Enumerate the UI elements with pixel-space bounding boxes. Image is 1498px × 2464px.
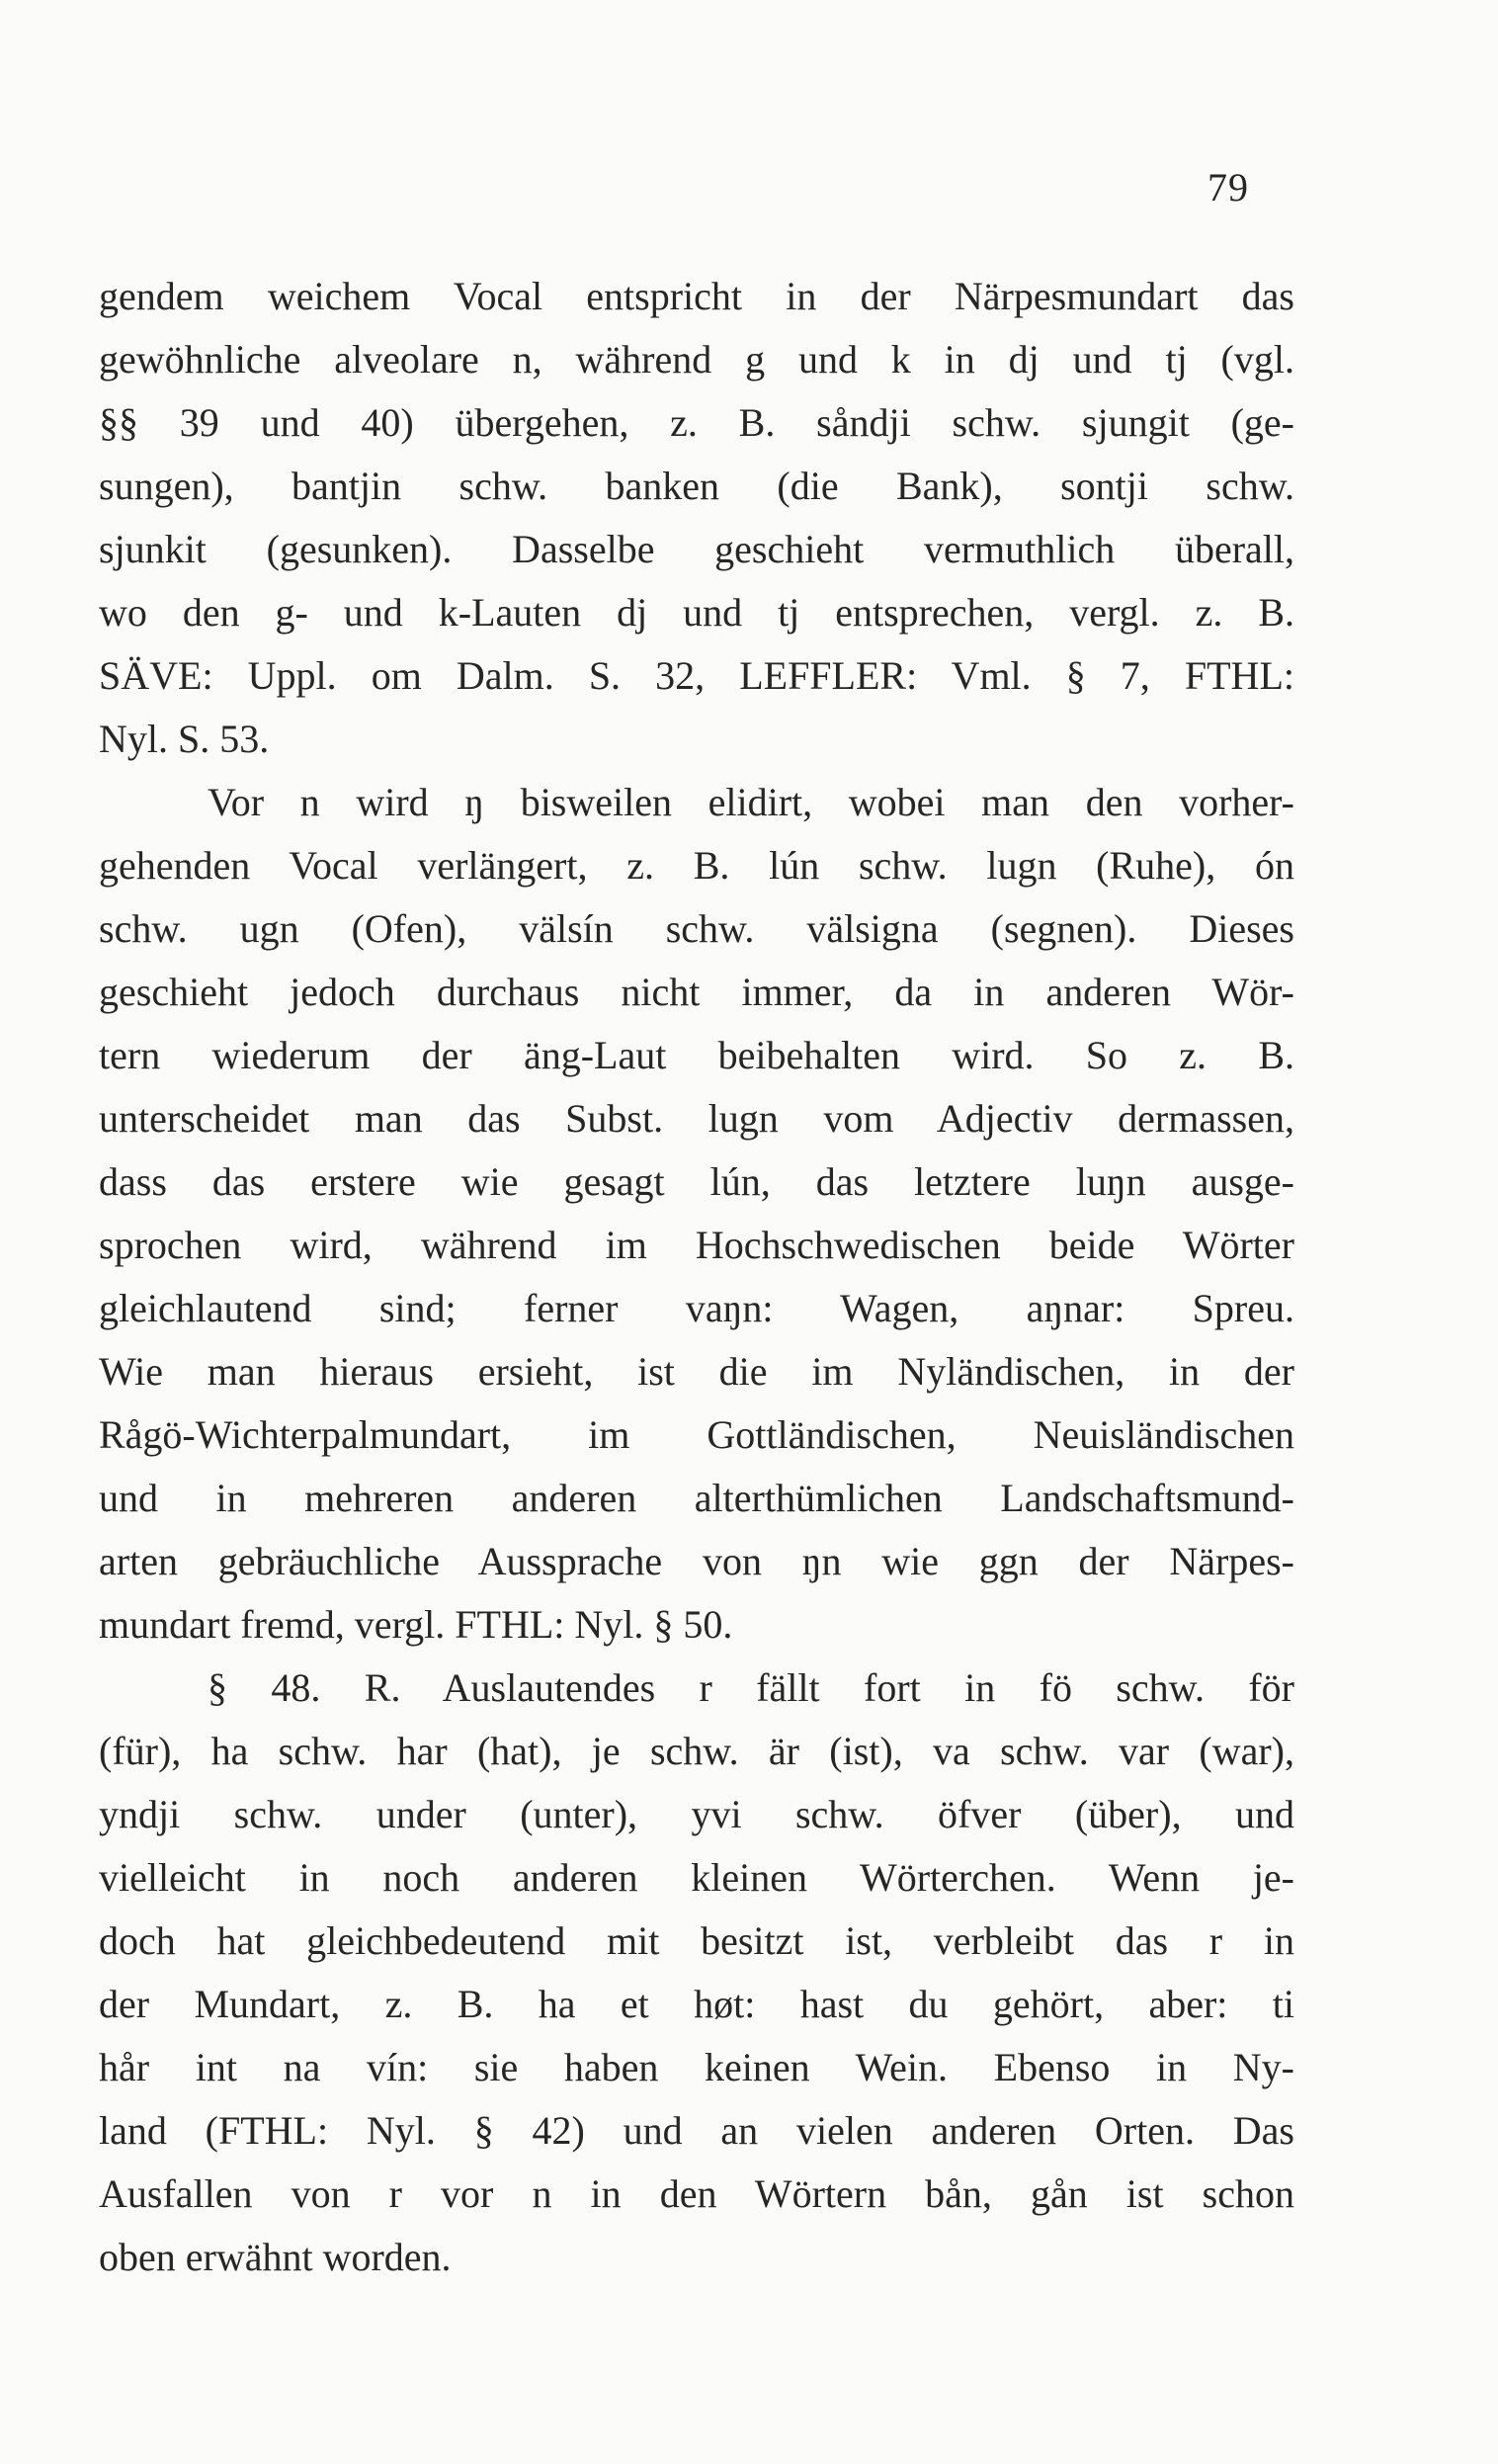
text-line: Nyl. S. 53. [99, 717, 270, 761]
text-line: doch hat gleichbedeutend mit besitzt ist, verbleibt das r in [99, 1918, 1294, 1963]
text-line: gehenden Vocal verlängert, z. B. lún schw. lugn (Ruhe), ón [99, 843, 1294, 888]
text-line: arten gebräuchliche Aussprache von ŋn wie ggn der Närpes- [99, 1539, 1294, 1583]
text-line: Ausfallen von r vor n in den Wörtern bån, gån ist schon [99, 2171, 1294, 2216]
text-line: tern wiederum der äng-Laut beibehalten wird. So z. B. [99, 1033, 1294, 1077]
text-line: und in mehreren anderen alterthümlichen Landschaftsmund- [99, 1476, 1294, 1520]
text-line: der Mundart, z. B. ha et høt: hast du gehört, aber: ti [99, 1982, 1294, 2026]
text-line: Wie man hieraus ersieht, ist die im Nyländischen, in der [99, 1349, 1294, 1394]
text-line: § 48. R. Auslautendes r fällt fort in fö schw. för [208, 1665, 1294, 1710]
text-line: gleichlautend sind; ferner vaŋn: Wagen, aŋnar: Spreu. [99, 1286, 1294, 1330]
text-line: yndji schw. under (unter), yvi schw. öfver (über), und [99, 1792, 1294, 1836]
body-text [99, 265, 1294, 2289]
text-line: schw. ugn (Ofen), välsín schw. välsigna (segnen). Dieses [99, 906, 1294, 951]
text-line: sungen), bantjin schw. banken (die Bank), sontji schw. [99, 464, 1294, 508]
text-line: unterscheidet man das Subst. lugn vom Adjectiv dermassen, [99, 1096, 1294, 1141]
text-line: vielleicht in noch anderen kleinen Wörterchen. Wenn je- [99, 1855, 1294, 1900]
text-line: geschieht jedoch durchaus nicht immer, da in anderen Wör- [99, 970, 1294, 1014]
text-line: (für), ha schw. har (hat), je schw. är (ist), va schw. var (war), [99, 1729, 1294, 1773]
text-line: oben erwähnt worden. [99, 2235, 452, 2279]
text-line: gewöhnliche alveolare n, während g und k in dj und tj (vgl. [99, 337, 1294, 382]
text-line: dass das erstere wie gesagt lún, das letztere luŋn ausge- [99, 1159, 1294, 1204]
text-line: land (FTHL: Nyl. § 42) und an vielen anderen Orten. Das [99, 2108, 1294, 2153]
text-line: sjunkit (gesunken). Dasselbe geschieht vermuthlich überall, [99, 527, 1294, 571]
text-line: §§ 39 und 40) übergehen, z. B. såndji schw. sjungit (ge- [99, 400, 1294, 445]
text-line: SÄVE: Uppl. om Dalm. S. 32, LEFFLER: Vml. § 7, FTHL: [99, 653, 1294, 698]
text-line: Vor n wird ŋ bisweilen elidirt, wobei man den vorher- [208, 780, 1294, 824]
text-line: mundart fremd, vergl. FTHL: Nyl. § 50. [99, 1602, 733, 1647]
page-number: 79 [1207, 165, 1249, 210]
text-line: hår int na vín: sie haben keinen Wein. Ebenso in Ny- [99, 2045, 1294, 2089]
text-line: wo den g- und k-Lauten dj und tj entsprechen, vergl. z. B. [99, 590, 1294, 635]
text-line: sprochen wird, während im Hochschwedischen beide Wörter [99, 1223, 1294, 1267]
text-line: Rågö-Wichterpalmundart, im Gottländischen, Neuisländischen [99, 1412, 1294, 1457]
text-line: gendem weichem Vocal entspricht in der Närpesmundart das [99, 274, 1294, 318]
